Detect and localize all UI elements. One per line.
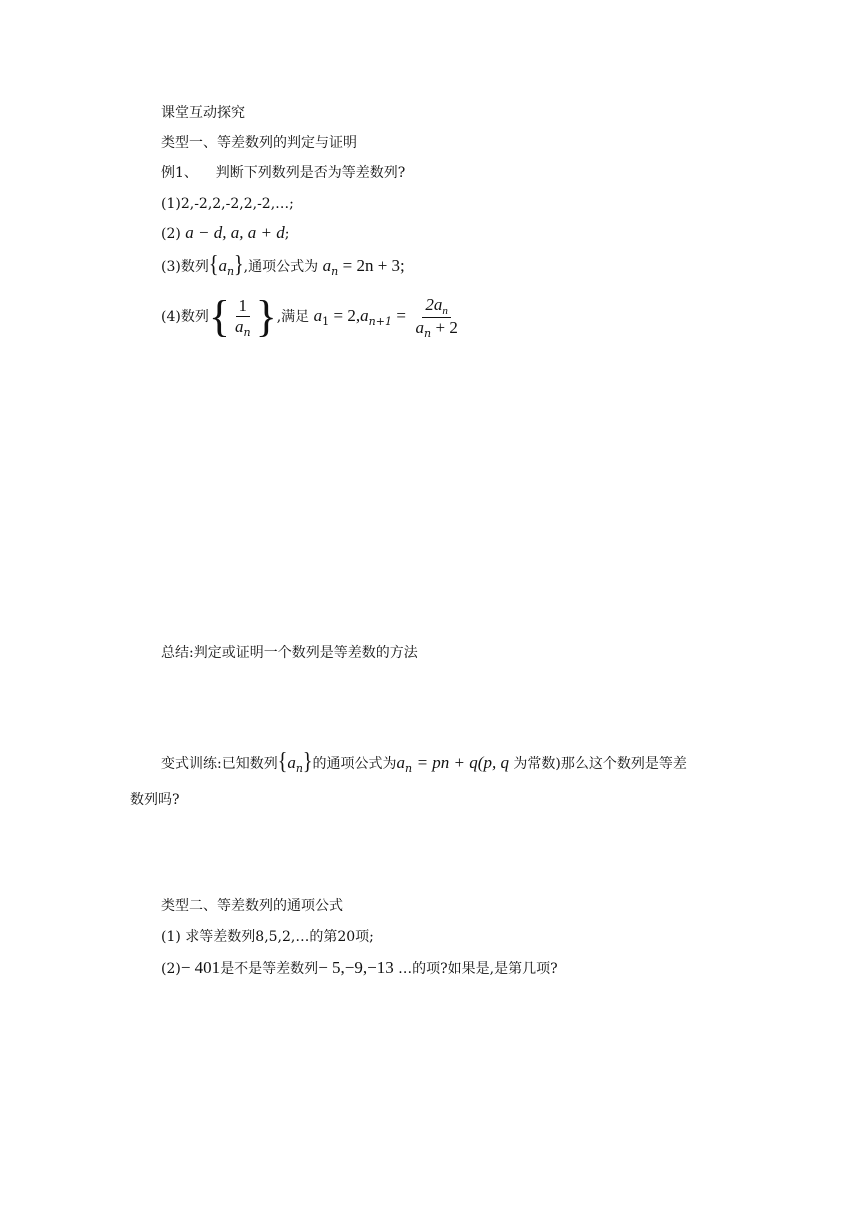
type2-item1: (1) 求等差数列8,5,2,…的第20项; [161, 929, 374, 945]
example1-label: 例1、 [161, 165, 198, 181]
right-brace-icon: } [255, 292, 277, 341]
item2-label: (2) [161, 226, 181, 242]
item4-den2: $a_n + 2$ [415, 317, 458, 340]
item4-fraction [232, 296, 254, 339]
item1-line: (1)2,-2,2,-2,2,-2,…; [161, 196, 294, 212]
type2-item2-tail: …的项?如果是,是第几项? [398, 961, 558, 977]
left-brace-icon: { [208, 292, 230, 341]
item2-tail: ; [284, 226, 290, 242]
item4-cond: $a_1 = 2,a_{n+1}$ = [313, 306, 406, 328]
item4-num2: $2a_n$ [422, 295, 451, 318]
item4-fraction-2 [412, 295, 460, 340]
item4-line [161, 294, 463, 340]
item3-mid: ,通项公式为 [243, 259, 319, 275]
type2-item2-mid: 是不是等差数列 [220, 961, 319, 977]
section-heading: 课堂互动探究 [161, 105, 245, 121]
variant-line2: 数列吗? [130, 792, 180, 808]
left-brace-icon: { [277, 748, 288, 776]
variant-label: 变式训练:已知数列 [161, 756, 278, 772]
item4-label: (4)数列 [161, 309, 209, 325]
type2-heading: 类型二、等差数列的通项公式 [161, 898, 343, 914]
variant-line: 变式训练:已知数列$\{a_n\}$的通项公式为$a_n$ = pn + q(p, q 为常数)那么这个数列是等差 [161, 748, 687, 776]
example1-prompt: 判断下列数列是否为等差数列? [215, 165, 406, 181]
type1-heading: 类型一、等差数列的判定与证明 [161, 135, 357, 151]
right-brace-icon: } [302, 748, 313, 776]
type2-item2-seq: − 5,−9,−13 [318, 958, 394, 977]
type2-item2-value: − 401 [180, 958, 221, 977]
subscript-n: n [226, 265, 235, 278]
item3-label: (3)数列 [161, 259, 209, 275]
summary-line: 总结:判定或证明一个数列是等差数的方法 [161, 645, 418, 661]
right-brace-icon: } [234, 251, 244, 279]
variant-tail: 为常数)那么这个数列是等差 [513, 756, 687, 772]
item2-line [161, 224, 289, 243]
type2-item2-label: (2) [161, 961, 181, 977]
item3-formula-a: a [322, 256, 332, 275]
item3-line [161, 251, 405, 279]
variant-rhs: = pn + q( [416, 753, 484, 772]
subscript-n: n [331, 265, 339, 278]
left-brace-icon: { [208, 251, 219, 279]
item4-frac-num: 1 [236, 296, 251, 317]
variant-mid: 的通项公式为 [312, 756, 397, 772]
example1-line [161, 164, 405, 182]
variant-params: p, q [483, 753, 509, 772]
item2-expr: a − d, a, a + d [185, 223, 285, 242]
item4-mid: ,满足 [276, 309, 310, 325]
type2-item2 [161, 959, 558, 978]
item3-seq: a [218, 256, 227, 275]
item4-frac-den: $a_n$ [234, 316, 251, 339]
item3-formula-rhs: = 2n + 3; [342, 256, 405, 275]
